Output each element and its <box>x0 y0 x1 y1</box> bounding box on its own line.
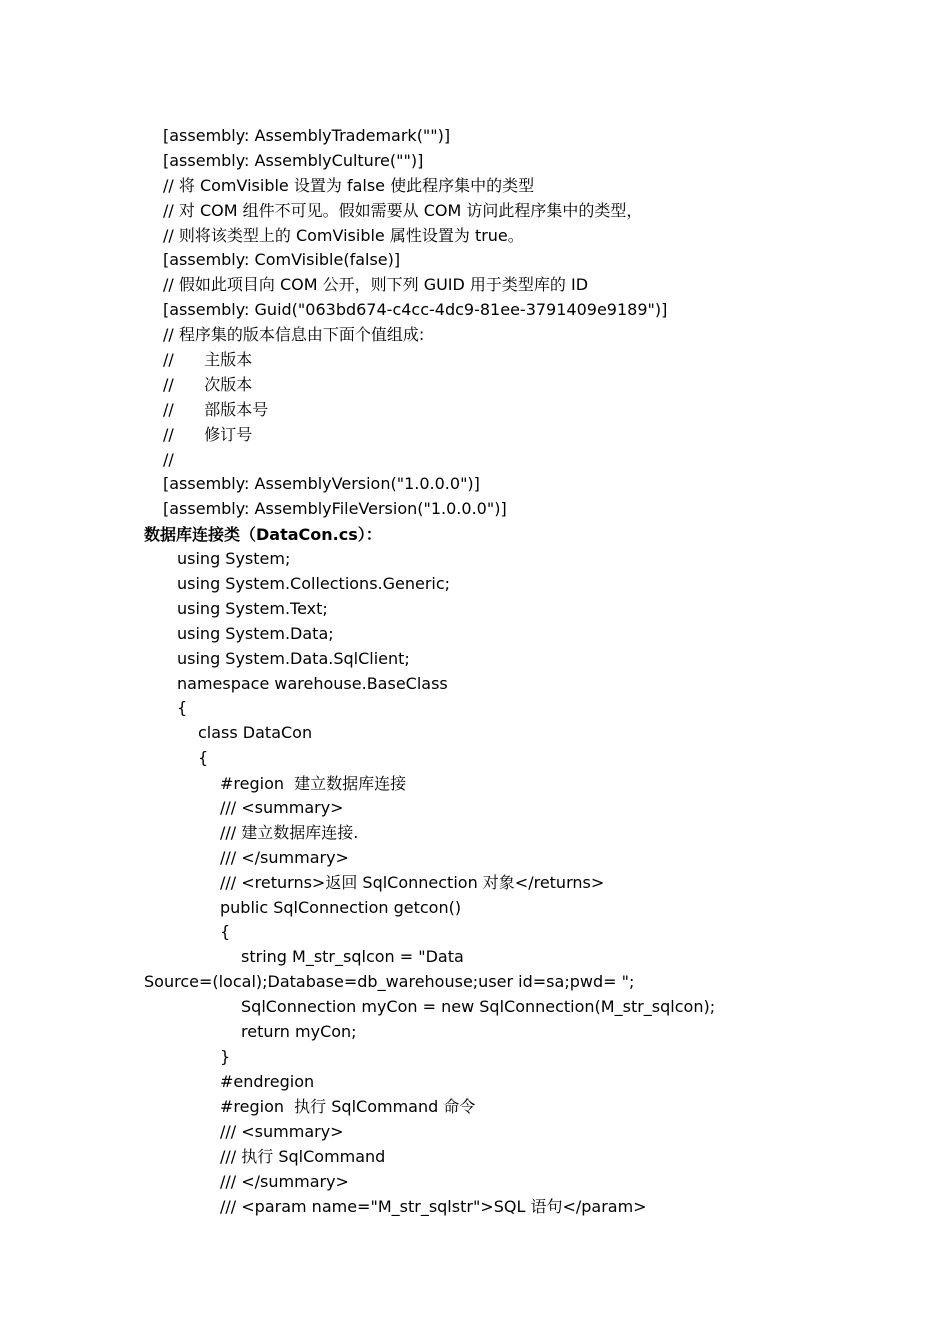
code-line-35: Source=(local);Database=db_warehouse;user id=sa;pwd= "; <box>144 972 635 991</box>
code-line-3: // 将 ComVisible 设置为 false 使此程序集中的类型 <box>163 176 535 195</box>
code-line-26: { <box>198 748 209 767</box>
code-line-33: { <box>220 922 231 941</box>
code-line-23: namespace warehouse.BaseClass <box>177 674 448 693</box>
code-line-30: /// </summary> <box>220 848 349 867</box>
code-line-40: #region 执行 SqlCommand 命令 <box>220 1097 476 1116</box>
code-line-6: [assembly: ComVisible(false)] <box>163 250 401 269</box>
code-line-1: [assembly: AssemblyTrademark("")] <box>163 126 451 145</box>
code-line-34: string M_str_sqlcon = "Data <box>241 947 464 966</box>
code-line-43: /// </summary> <box>220 1172 349 1191</box>
code-line-2: [assembly: AssemblyCulture("")] <box>163 151 424 170</box>
code-line-22: using System.Data.SqlClient; <box>177 649 410 668</box>
code-line-25: class DataCon <box>198 723 313 742</box>
code-line-44: /// <param name="M_str_sqlstr">SQL 语句</param> <box>220 1197 647 1216</box>
code-line-19: using System.Collections.Generic; <box>177 574 451 593</box>
code-line-32: public SqlConnection getcon() <box>220 898 462 917</box>
code-line-13: // 修订号 <box>163 425 253 444</box>
code-line-38: } <box>220 1047 231 1066</box>
code-line-11: // 次版本 <box>163 375 253 394</box>
code-line-14: // <box>163 450 174 469</box>
code-line-7: // 假如此项目向 COM 公开，则下列 GUID 用于类型库的 ID <box>163 275 589 294</box>
code-line-16: [assembly: AssemblyFileVersion("1.0.0.0")] <box>163 499 507 518</box>
code-line-18: using System; <box>177 549 291 568</box>
code-line-27: #region 建立数据库连接 <box>220 774 407 793</box>
code-line-5: // 则将该类型上的 ComVisible 属性设置为 true。 <box>163 226 524 245</box>
code-line-20: using System.Text; <box>177 599 328 618</box>
code-line-39: #endregion <box>220 1072 315 1091</box>
code-line-12: // 部版本号 <box>163 400 269 419</box>
section-heading: 数据库连接类（DataCon.cs）： <box>144 525 382 544</box>
code-line-29: /// 建立数据库连接. <box>220 823 359 842</box>
code-line-4: // 对 COM 组件不可见。假如需要从 COM 访问此程序集中的类型， <box>163 201 643 220</box>
code-line-36: SqlConnection myCon = new SqlConnection(M_str_sqlcon); <box>241 997 716 1016</box>
code-line-10: // 主版本 <box>163 350 253 369</box>
code-line-24: { <box>177 698 188 717</box>
code-line-37: return myCon; <box>241 1022 357 1041</box>
code-line-9: // 程序集的版本信息由下面个值组成: <box>163 325 425 344</box>
code-line-42: /// 执行 SqlCommand <box>220 1147 386 1166</box>
code-line-8: [assembly: Guid("063bd674-c4cc-4dc9-81ee-3791409e9189")] <box>163 300 668 319</box>
code-line-21: using System.Data; <box>177 624 334 643</box>
code-line-41: /// <summary> <box>220 1122 344 1141</box>
code-line-31: /// <returns>返回 SqlConnection 对象</returns> <box>220 873 605 892</box>
code-line-28: /// <summary> <box>220 798 344 817</box>
code-line-15: [assembly: AssemblyVersion("1.0.0.0")] <box>163 474 480 493</box>
